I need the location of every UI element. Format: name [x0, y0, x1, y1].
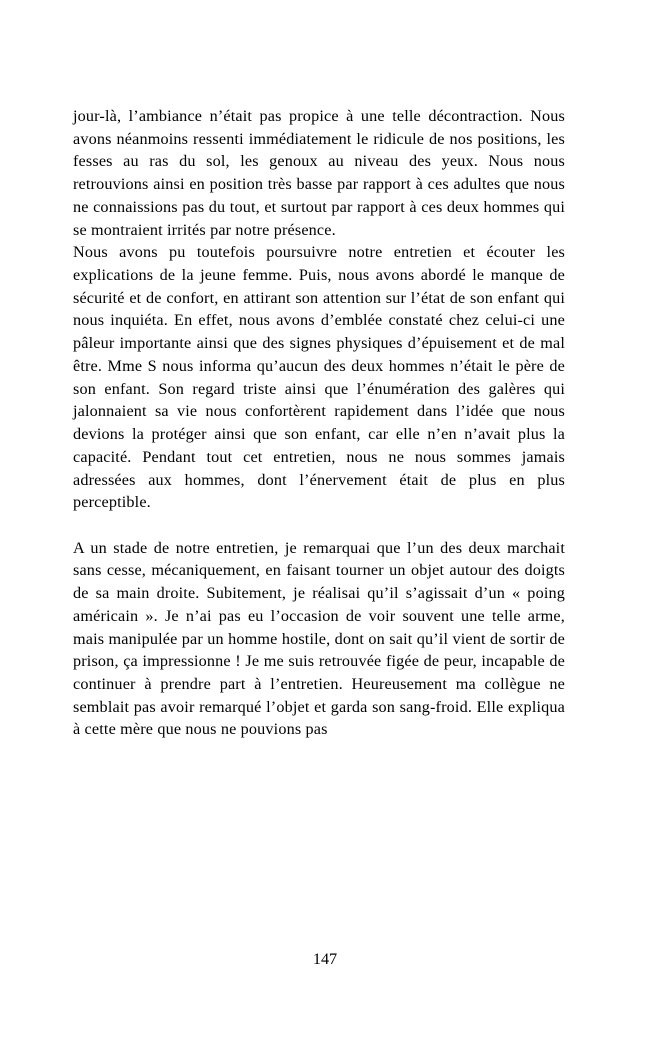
- body-paragraph: jour-là, l’ambiance n’était pas propice à une telle décontraction. Nous avons néanmoins ressenti immédiatement le ridicule de nos positions, les fesses au ras du sol, les genoux au niveau des yeux. Nous nous retrouvions ainsi en position très basse par rapport à ces adultes que nous ne connaissions pas du tout, et surtout par rapport à ces deux hommes qui se montraient irrités par notre présence.: [73, 107, 565, 239]
- body-paragraph: Nous avons pu toutefois poursuivre notre entretien et écouter les explications de la jeune femme. Puis, nous avons abordé le manque de sécurité et de confort, en attirant son attention sur l’état de son enfant qui nous inquiéta. En effet, nous avons d’emblée constaté chez celui-ci une pâleur importante ainsi que des signes physiques d’épuisement et de mal être. Mme S nous informa qu’aucun des deux hommes n’était le père de son enfant. Son regard triste ainsi que l’énumération des galères qui jalonnaient sa vie nous confortèrent rapidement dans l’idée que nous devions la protéger ainsi que son enfant, car elle n’en n’avait plus la capacité. Pendant tout cet entretien, nous ne nous sommes jamais adressées aux hommes, dont l’énervement était de plus en plus perceptible.: [73, 243, 565, 512]
- page-text-block: [73, 105, 565, 741]
- page-number: 147: [312, 950, 338, 968]
- body-paragraph: A un stade de notre entretien, je remarquai que l’un des deux marchait sans cesse, mécaniquement, en faisant tourner un objet autour des doigts de sa main droite. Subitement, je réalisai qu’il s’agissait d’un « poing américain ». Je n’ai pas eu l’occasion de voir souvent une telle arme, mais manipulée par un homme hostile, dont on sait qu’il vient de sortir de prison, ça impressionne ! Je me suis retrouvée figée de peur, incapable de continuer à prendre part à l’entretien. Heureusement ma collègue ne semblait pas avoir remarqué l’objet et garda son sang-froid. Elle expliqua à cette mère que nous ne pouvions pas: [73, 538, 565, 739]
